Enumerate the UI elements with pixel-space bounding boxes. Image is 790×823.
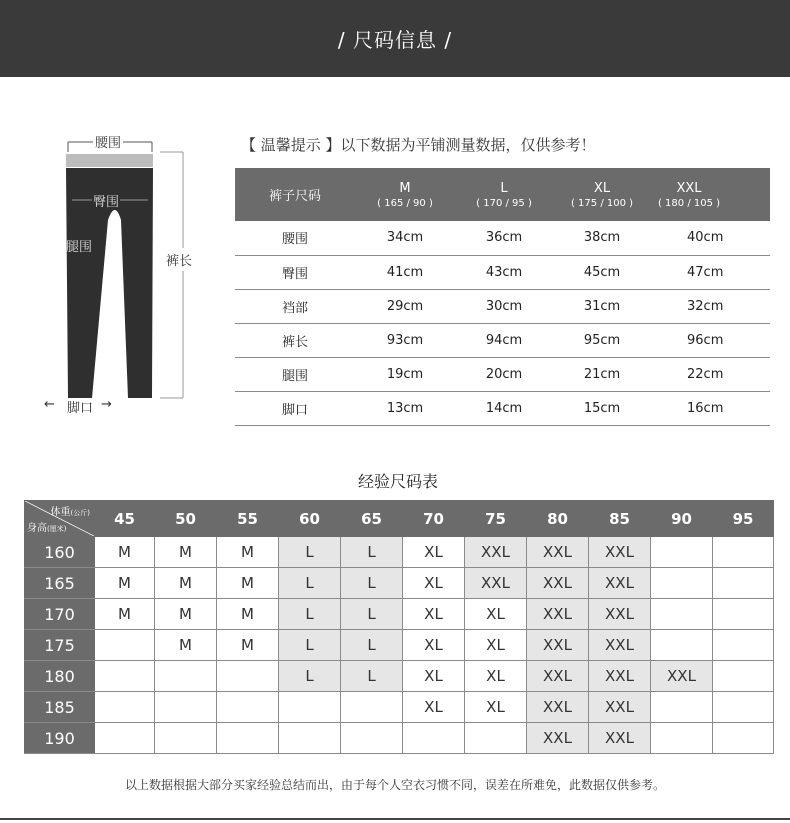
experience-cell: XL — [403, 692, 465, 723]
experience-cell: XXL — [589, 723, 651, 754]
weight-header: 60 — [279, 501, 341, 537]
experience-cell: M — [155, 599, 217, 630]
size-cell: 34cm — [355, 221, 455, 255]
experience-cell: XXL — [527, 568, 589, 599]
experience-cell: L — [279, 537, 341, 568]
experience-cell — [279, 723, 341, 754]
experience-cell — [95, 692, 155, 723]
size-col-l: L ( 170 / 95 ) — [455, 168, 553, 221]
size-cell: 41cm — [355, 255, 455, 289]
size-row-label: 腰围 — [235, 221, 355, 255]
experience-cell: L — [279, 568, 341, 599]
size-cell: 95cm — [553, 323, 651, 357]
experience-cell: L — [279, 630, 341, 661]
experience-cell: M — [155, 537, 217, 568]
experience-table — [24, 500, 774, 754]
corner-height: 身高(厘米) — [27, 523, 67, 534]
experience-cell: L — [341, 537, 403, 568]
experience-cell: XXL — [589, 537, 651, 568]
size-table-corner: 裤子尺码 — [235, 168, 355, 221]
experience-cell — [713, 568, 774, 599]
experience-row — [25, 630, 774, 661]
hem-arrow-left-icon: ← — [44, 397, 55, 412]
experience-cell: XL — [403, 599, 465, 630]
experience-cell: XXL — [527, 661, 589, 692]
size-row — [235, 391, 770, 425]
size-col-m: M ( 165 / 90 ) — [355, 168, 455, 221]
size-cell: 47cm — [651, 255, 770, 289]
experience-cell — [279, 692, 341, 723]
experience-row — [25, 568, 774, 599]
experience-cell — [155, 661, 217, 692]
experience-cell — [155, 723, 217, 754]
hem-arrow-right-icon: → — [101, 397, 112, 412]
experience-cell — [713, 599, 774, 630]
pants-illustration — [0, 120, 230, 420]
experience-cell: XXL — [589, 661, 651, 692]
size-row-label: 脚口 — [235, 391, 355, 425]
experience-cell: XXL — [527, 630, 589, 661]
size-table-header — [235, 168, 770, 221]
size-cell: 93cm — [355, 323, 455, 357]
size-cell: 19cm — [355, 357, 455, 391]
experience-row — [25, 692, 774, 723]
experience-cell: XXL — [527, 599, 589, 630]
size-row — [235, 323, 770, 357]
experience-cell: L — [279, 599, 341, 630]
experience-cell: L — [279, 661, 341, 692]
height-header: 165 — [25, 568, 95, 599]
weight-header: 85 — [589, 501, 651, 537]
height-header: 170 — [25, 599, 95, 630]
measurement-tip: 【 温馨提示 】以下数据为平铺测量数据，仅供参考！ — [241, 136, 596, 154]
corner-weight: 体重(公斤) — [50, 507, 90, 518]
experience-cell — [651, 537, 713, 568]
page-title: / 尺码信息 / — [337, 28, 453, 52]
experience-cell — [713, 692, 774, 723]
experience-cell — [651, 692, 713, 723]
size-cell: 94cm — [455, 323, 553, 357]
experience-cell: XXL — [589, 630, 651, 661]
experience-cell: XXL — [527, 537, 589, 568]
bottom-divider — [0, 818, 790, 820]
experience-header — [25, 501, 774, 537]
height-header: 185 — [25, 692, 95, 723]
hip-label: 臀围 — [92, 191, 120, 210]
size-cell: 14cm — [455, 391, 553, 425]
experience-cell: XL — [465, 661, 527, 692]
experience-cell: XXL — [465, 568, 527, 599]
experience-cell: XL — [403, 568, 465, 599]
size-row-label: 裤长 — [235, 323, 355, 357]
experience-cell: XXL — [651, 661, 713, 692]
waist-label: 腰围 — [93, 132, 123, 151]
height-header: 180 — [25, 661, 95, 692]
experience-cell: L — [341, 630, 403, 661]
experience-cell — [341, 692, 403, 723]
experience-cell: M — [217, 599, 279, 630]
experience-cell — [95, 723, 155, 754]
size-cell: 43cm — [455, 255, 553, 289]
experience-cell: XXL — [527, 723, 589, 754]
experience-cell: XL — [465, 599, 527, 630]
experience-cell: M — [95, 568, 155, 599]
weight-header: 80 — [527, 501, 589, 537]
hem-label: 脚口 — [67, 401, 94, 416]
size-cell: 13cm — [355, 391, 455, 425]
experience-cell — [155, 692, 217, 723]
size-cell: 96cm — [651, 323, 770, 357]
size-cell: 40cm — [651, 221, 770, 255]
experience-cell: M — [95, 599, 155, 630]
size-row-label: 腿围 — [235, 357, 355, 391]
weight-header: 95 — [713, 501, 774, 537]
size-row — [235, 255, 770, 289]
experience-cell: L — [341, 568, 403, 599]
weight-header: 90 — [651, 501, 713, 537]
pants-diagram — [0, 120, 230, 420]
size-col-xl: XL ( 175 / 100 ) — [553, 168, 651, 221]
experience-cell — [713, 661, 774, 692]
height-header: 160 — [25, 537, 95, 568]
experience-cell — [713, 723, 774, 754]
size-cell: 21cm — [553, 357, 651, 391]
experience-cell — [217, 692, 279, 723]
size-cell: 15cm — [553, 391, 651, 425]
size-row-label: 臀围 — [235, 255, 355, 289]
experience-cell: M — [217, 630, 279, 661]
experience-cell: L — [341, 599, 403, 630]
experience-cell: XXL — [465, 537, 527, 568]
height-header: 175 — [25, 630, 95, 661]
experience-cell: XL — [403, 661, 465, 692]
experience-cell: M — [95, 537, 155, 568]
size-row — [235, 357, 770, 391]
disclaimer-note: 以上数据根据大部分买家经验总结而出，由于每个人空衣习惯不同，误差在所难免，此数据仅供参考。 — [124, 778, 665, 792]
experience-cell — [651, 568, 713, 599]
weight-header: 55 — [217, 501, 279, 537]
experience-cell — [95, 661, 155, 692]
experience-cell: L — [341, 661, 403, 692]
size-cell: 20cm — [455, 357, 553, 391]
size-cell: 29cm — [355, 289, 455, 323]
height-header: 190 — [25, 723, 95, 754]
experience-cell: XXL — [589, 568, 651, 599]
size-cell: 38cm — [553, 221, 651, 255]
size-cell: 16cm — [651, 391, 770, 425]
experience-cell — [95, 630, 155, 661]
size-table — [235, 168, 770, 426]
experience-cell: XL — [465, 692, 527, 723]
size-cell: 45cm — [553, 255, 651, 289]
size-row — [235, 289, 770, 323]
experience-cell — [651, 599, 713, 630]
experience-cell — [341, 723, 403, 754]
weight-header: 45 — [95, 501, 155, 537]
experience-cell — [217, 661, 279, 692]
size-cell: 30cm — [455, 289, 553, 323]
experience-cell: XXL — [589, 599, 651, 630]
weight-header: 70 — [403, 501, 465, 537]
experience-title: 经验尺码表 — [357, 472, 438, 491]
weight-header: 65 — [341, 501, 403, 537]
experience-cell — [217, 723, 279, 754]
thigh-label: 腿围 — [66, 240, 93, 255]
size-cell: 31cm — [553, 289, 651, 323]
experience-cell — [713, 537, 774, 568]
experience-corner — [25, 501, 95, 537]
experience-cell — [651, 723, 713, 754]
experience-cell — [403, 723, 465, 754]
experience-cell: M — [217, 568, 279, 599]
size-cell: 32cm — [651, 289, 770, 323]
experience-cell: XXL — [589, 692, 651, 723]
size-row-label: 裆部 — [235, 289, 355, 323]
experience-row — [25, 537, 774, 568]
length-label: 裤长 — [166, 248, 192, 271]
experience-cell — [465, 723, 527, 754]
weight-header: 75 — [465, 501, 527, 537]
experience-cell: XL — [465, 630, 527, 661]
experience-cell: XL — [403, 537, 465, 568]
experience-row — [25, 599, 774, 630]
experience-row — [25, 723, 774, 754]
size-row — [235, 221, 770, 255]
size-col-xxl: XXL ( 180 / 105 ) — [651, 168, 770, 221]
experience-cell: M — [155, 630, 217, 661]
experience-cell: M — [155, 568, 217, 599]
experience-cell — [651, 630, 713, 661]
size-cell: 36cm — [455, 221, 553, 255]
experience-cell — [713, 630, 774, 661]
experience-cell: XL — [403, 630, 465, 661]
experience-row — [25, 661, 774, 692]
size-cell: 22cm — [651, 357, 770, 391]
weight-header: 50 — [155, 501, 217, 537]
experience-cell: XXL — [527, 692, 589, 723]
experience-cell: M — [217, 537, 279, 568]
